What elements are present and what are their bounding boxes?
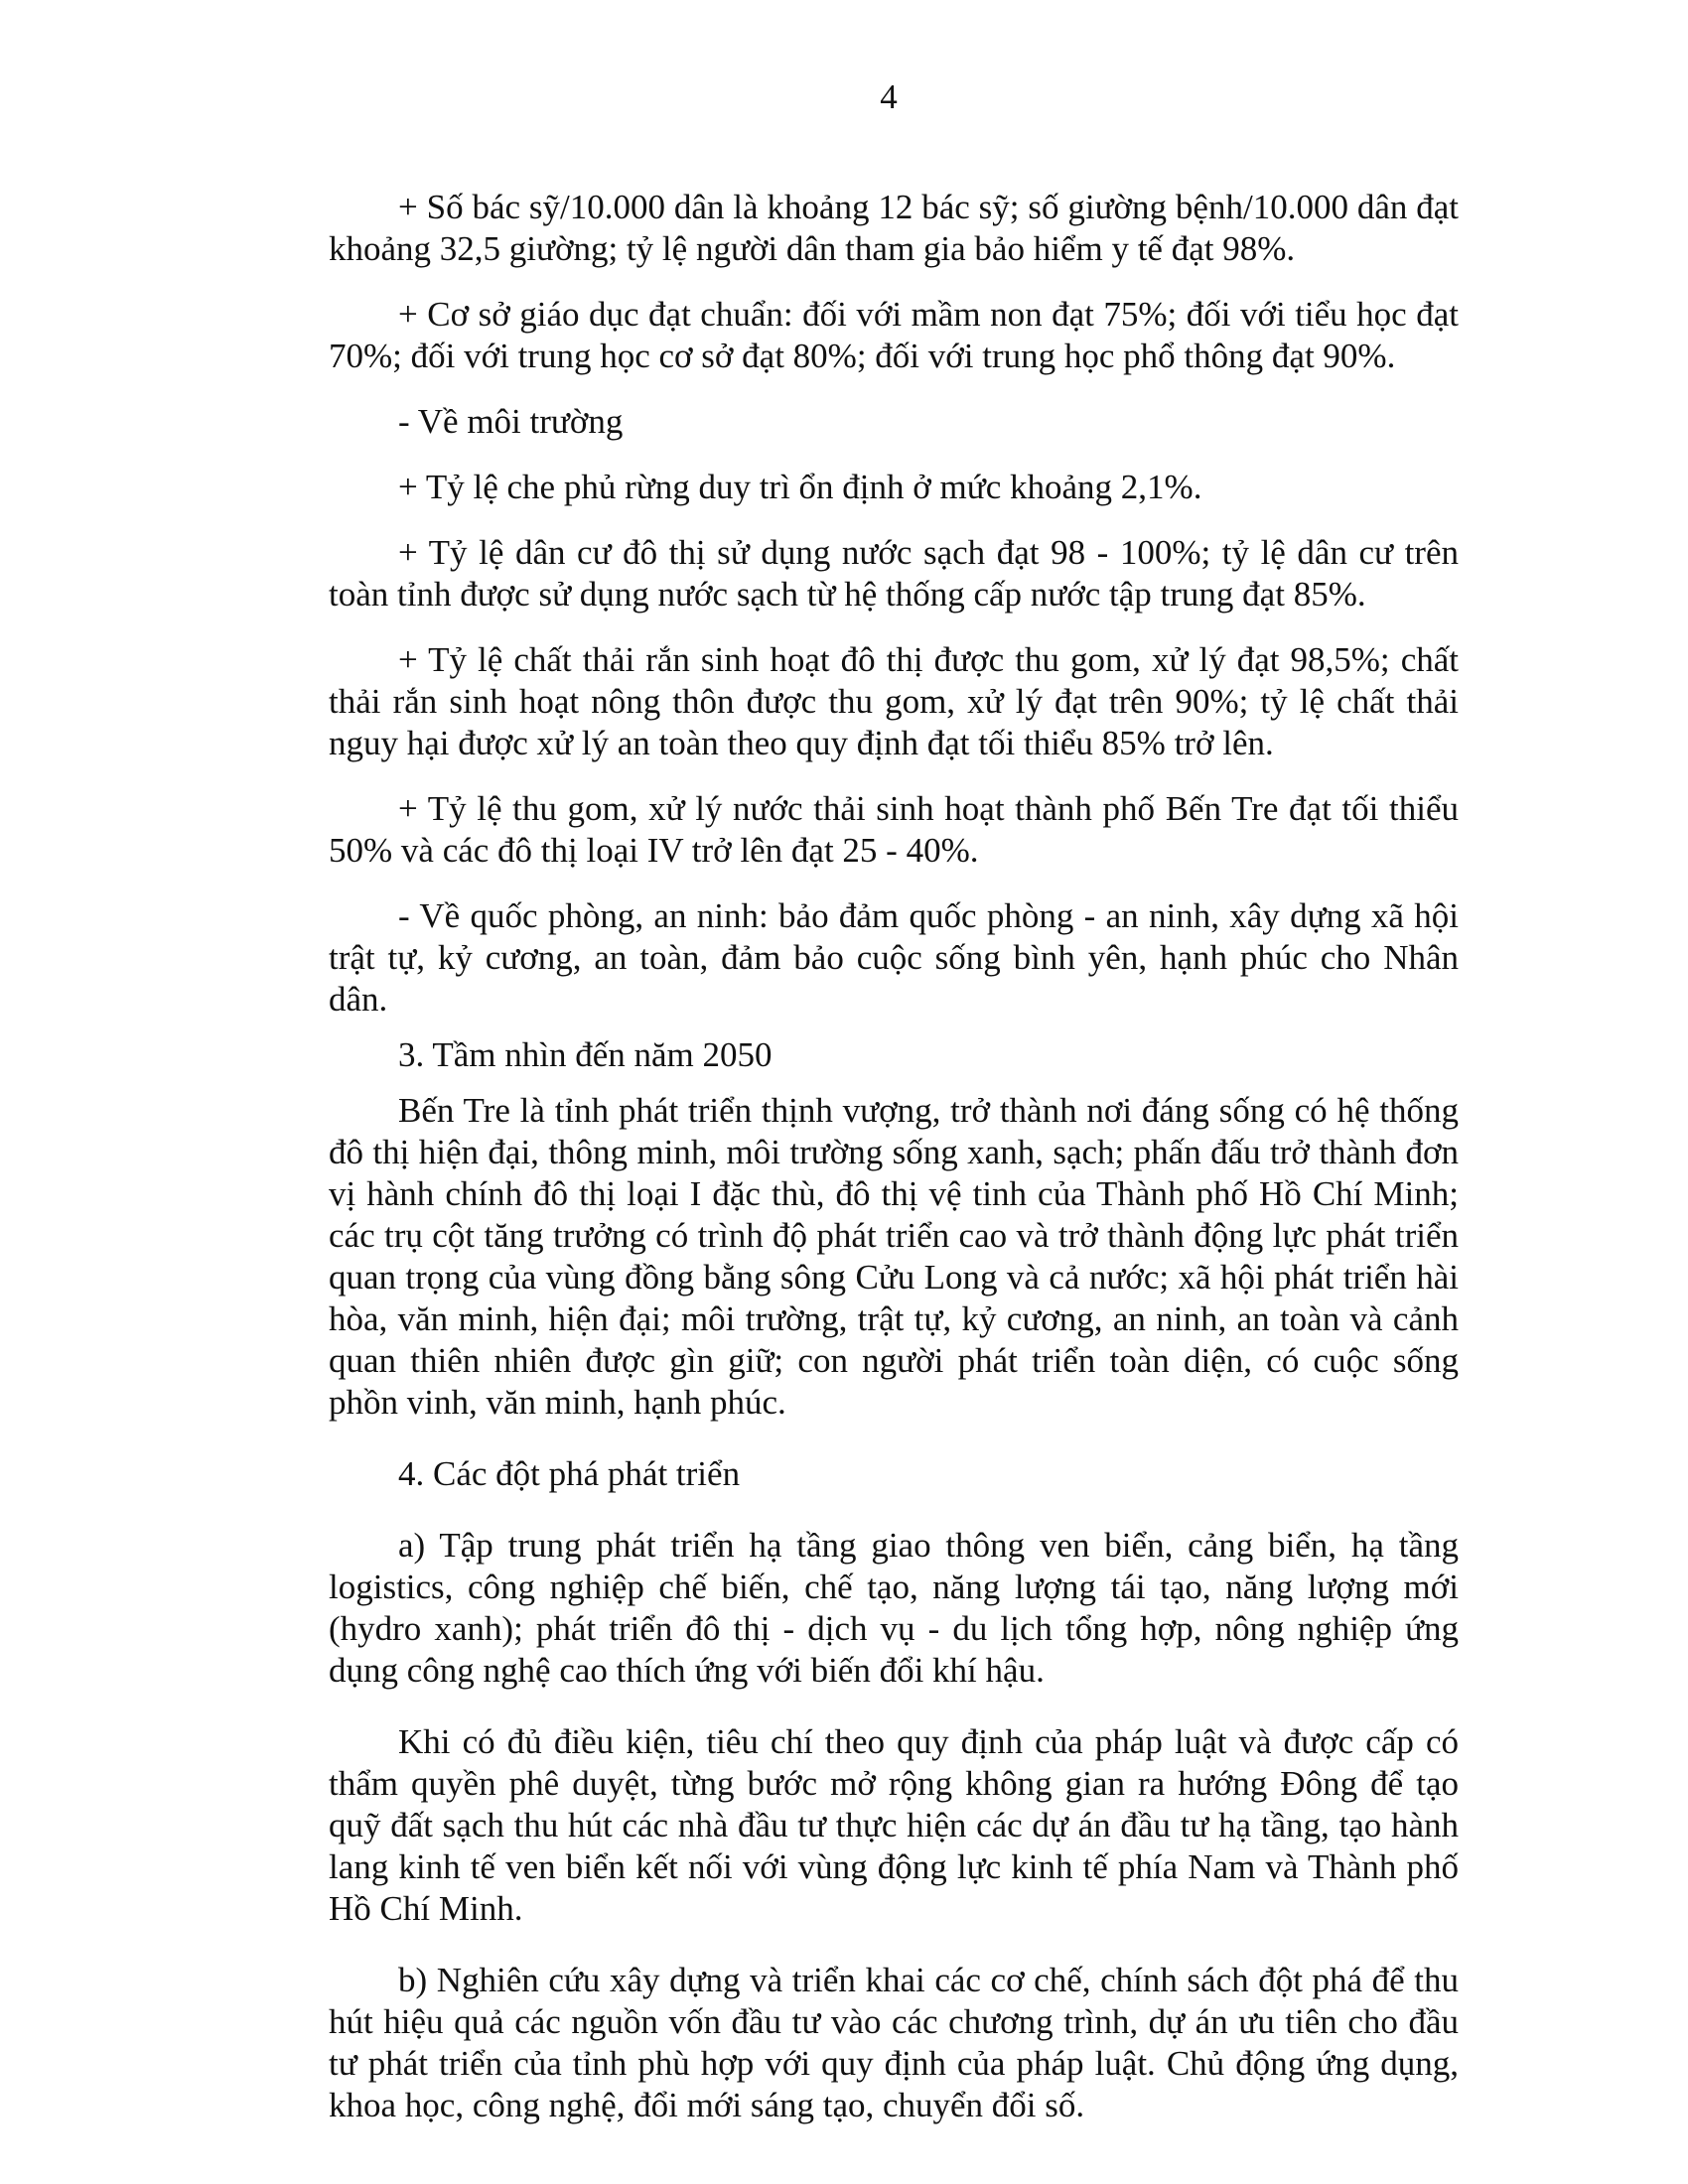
paragraph-doctors-beds: + Số bác sỹ/10.000 dân là khoảng 12 bác sỹ; số giường bệnh/10.000 dân đạt khoảng 32,5 giường; tỷ lệ người dân tham gia bảo hiểm y tế đạt 98%. [329, 188, 1459, 268]
paragraph-forest-cover: + Tỷ lệ che phủ rừng duy trì ổn định ở mức khoảng 2,1%. [398, 468, 1202, 506]
paragraph-defense-security: - Về quốc phòng, an ninh: bảo đảm quốc phòng - an ninh, xây dựng xã hội trật tự, kỷ cương, an toàn, đảm bảo cuộc sống bình yên, hạnh phúc cho Nhân dân. [329, 896, 1459, 1019]
heading-vision-2050: 3. Tầm nhìn đến năm 2050 [398, 1035, 773, 1074]
paragraph-breakthrough-a: a) Tập trung phát triển hạ tầng giao thông ven biển, cảng biển, hạ tầng logistics, công nghiệp chế biến, chế tạo, năng lượng tái tạo, năng lượng mới (hydro xanh); phát triển đô thị - dịch vụ - du lịch tổng hợp, nông nghiệp ứng dụng công nghệ cao thích ứng với biến đổi khí hậu. [329, 1526, 1459, 1690]
paragraph-breakthrough-b: b) Nghiên cứu xây dựng và triển khai các cơ chế, chính sách đột phá để thu hút hiệu quả các nguồn vốn đầu tư vào các chương trình, dự án ưu tiên cho đầu tư phát triển của tỉnh phù hợp với quy định của pháp luật. Chủ động ứng dụng, khoa học, công nghệ, đổi mới sáng tạo, chuyển đổi số. [329, 1961, 1459, 2124]
paragraph-eastward-expansion: Khi có đủ điều kiện, tiêu chí theo quy định của pháp luật và được cấp có thẩm quyền phê duyệt, từng bước mở rộng không gian ra hướng Đông để tạo quỹ đất sạch thu hút các nhà đầu tư thực hiện các dự án đầu tư hạ tầng, tạo hành lang kinh tế ven biển kết nối với vùng động lực kinh tế phía Nam và Thành phố Hồ Chí Minh. [329, 1722, 1459, 1928]
paragraph-wastewater: + Tỷ lệ thu gom, xử lý nước thải sinh hoạt thành phố Bến Tre đạt tối thiểu 50% và các đô thị loại IV trở lên đạt 25 - 40%. [329, 789, 1459, 870]
heading-breakthroughs: 4. Các đột phá phát triển [398, 1454, 741, 1493]
paragraph-education-standards: + Cơ sở giáo dục đạt chuẩn: đối với mầm non đạt 75%; đối với tiểu học đạt 70%; đối với trung học cơ sở đạt 80%; đối với trung học phổ thông đạt 90%. [329, 295, 1459, 375]
page-number: 4 [880, 77, 898, 116]
paragraph-solid-waste: + Tỷ lệ chất thải rắn sinh hoạt đô thị được thu gom, xử lý đạt 98,5%; chất thải rắn sinh hoạt nông thôn được thu gom, xử lý đạt trên 90%; tỷ lệ chất thải nguy hại được xử lý an toàn theo quy định đạt tối thiểu 85% trở lên. [329, 640, 1459, 762]
paragraph-vision-2050: Bến Tre là tỉnh phát triển thịnh vượng, trở thành nơi đáng sống có hệ thống đô thị hiện đại, thông minh, môi trường sống xanh, sạch; phấn đấu trở thành đơn vị hành chính đô thị loại I đặc thù, đô thị vệ tinh của Thành phố Hồ Chí Minh; các trụ cột tăng trưởng có trình độ phát triển cao và trở thành động lực phát triển quan trọng của vùng đồng bằng sông Cửu Long và cả nước; xã hội phát triển hài hòa, văn minh, hiện đại; môi trường, trật tự, kỷ cương, an ninh, an toàn và cảnh quan thiên nhiên được gìn giữ; con người phát triển toàn diện, có cuộc sống phồn vinh, văn minh, hạnh phúc. [329, 1091, 1459, 1422]
paragraph-clean-water: + Tỷ lệ dân cư đô thị sử dụng nước sạch đạt 98 - 100%; tỷ lệ dân cư trên toàn tỉnh được sử dụng nước sạch từ hệ thống cấp nước tập trung đạt 85%. [329, 533, 1459, 614]
page-body [329, 187, 1459, 2126]
heading-environment: - Về môi trường [398, 402, 624, 441]
